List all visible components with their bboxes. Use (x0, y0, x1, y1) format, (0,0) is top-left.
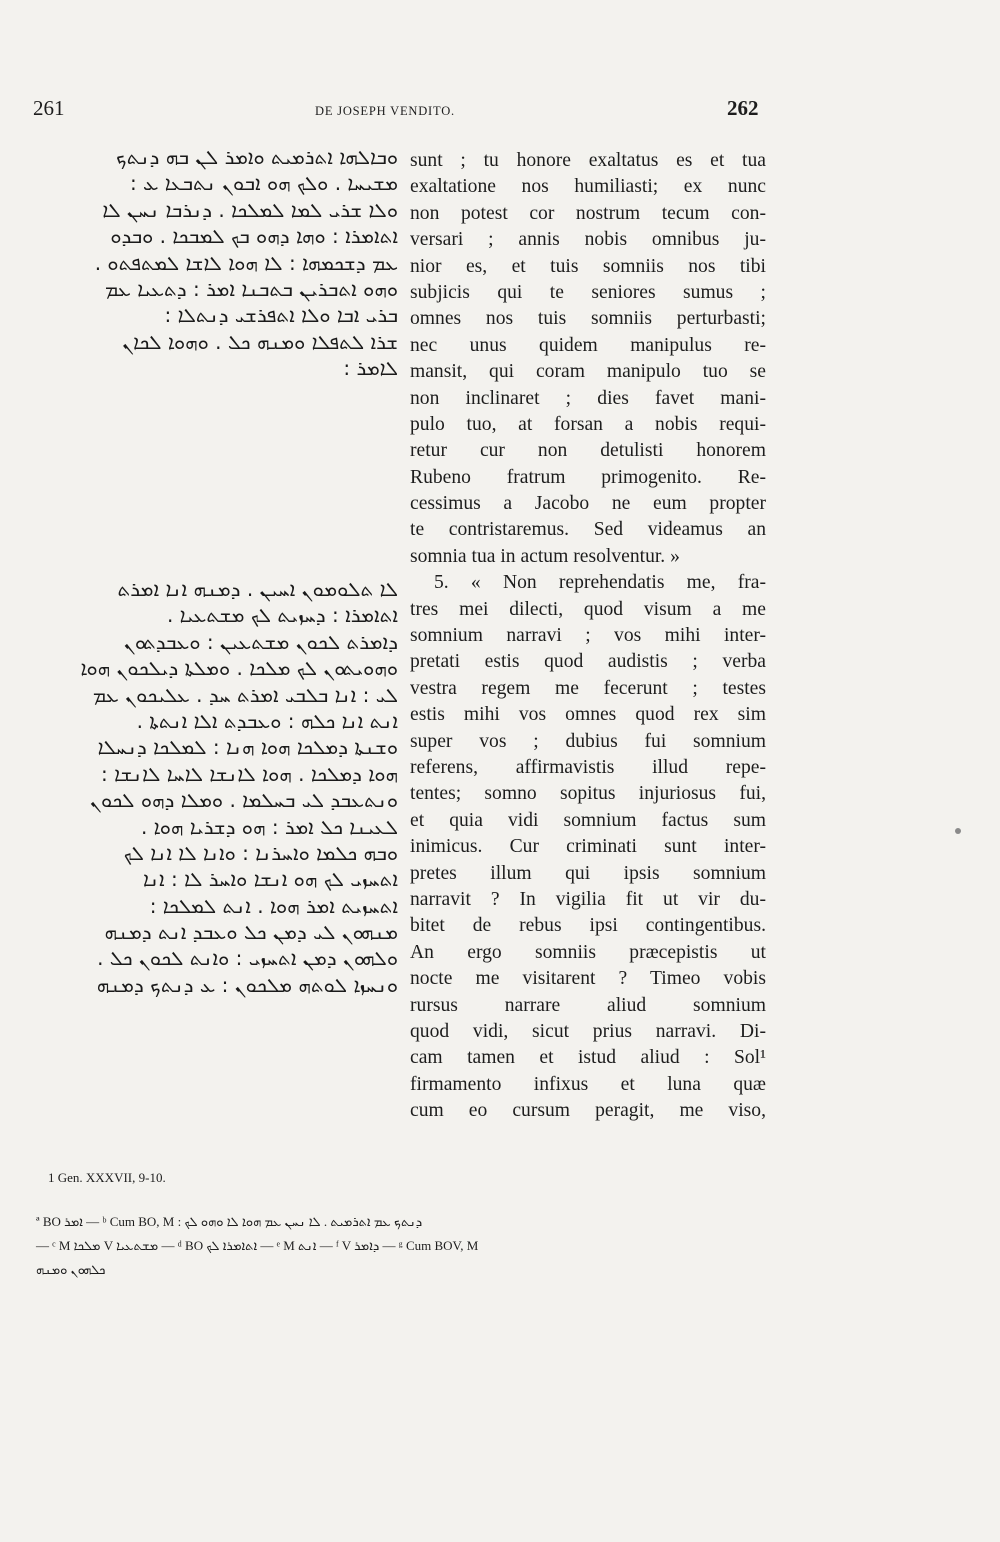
latin-line: subjicis qui te seniores sumus ; (410, 281, 766, 303)
latin-line: non inclinaret ; dies favet mani- (410, 387, 766, 409)
footnote-rule (36, 1162, 136, 1163)
latin-line: cum eo cursum peragit, me viso, (410, 1100, 766, 1122)
latin-line: nec unus quidem manipulus re- (410, 334, 766, 356)
latin-line: An ergo somniis præcepistis ut (410, 941, 766, 963)
latin-line: mansit, qui coram manipulo tuo se (410, 361, 766, 383)
syriac-line: ܡܢܗܘܢ ܠܝ ܕܡܢ ܟܠ ܘܥܒܕ ܐܢܬ ܕܡܢܗ (104, 920, 398, 945)
syriac-line: ܫܪܐ ܠܬܦܠܐ ܘܡܢܗ ܟܠ . ܘܗܘܐ ܠܟܐܢ (122, 329, 398, 354)
syriac-text-column (36, 144, 398, 997)
latin-line: pulo tuo, at forsan a nobis requi- (410, 413, 766, 435)
apparatus-line: ª BO ܐܡܪ — ᵇ Cum BO, M : ܕܢܬܟ ܥܡ ܐܬܪܡܝܬ . ܠܐ ܢܚܢ ܥܡ ܗܘܐ ܠܐ ܘܗܘ ܠܟ (36, 1214, 423, 1229)
latin-line: referens, affirmavistis illud repe- (410, 756, 766, 778)
latin-line: super vos ; dubius fui somnium (410, 730, 766, 752)
syriac-line: ܘܗܘ ܐܬܒܪܝܢ ܒܬܒܢܐ ܐܡܪ : ܕܬܥܝܐ ܥܡ (104, 276, 398, 301)
latin-line: retur cur non detulisti honorem (410, 440, 766, 462)
running-title: DE JOSEPH VENDITO. (315, 104, 455, 118)
apparatus-line: — ᶜ M ܡܠܟܐ V ܡܫܬܥܝܐ — ᵈ BO ܐܬܐܡܪܐ ܠܟ — ᵉ M ܐܢܬ — ᶠ V ܕܐܡܪ — ᵍ Cum BOV, M (36, 1238, 479, 1253)
latin-line: te contristaremus. Sed videamus an (410, 519, 766, 541)
syriac-line: ܕܐܡܪܬ ܠܟܘܢ ܡܫܬܥܝܢ : ܘܥܒܕܬܘܢ (123, 629, 398, 654)
latin-line: tentes; somno sopitus injuriosus fui, (410, 783, 766, 805)
latin-line: narravit ? In vigilia fit ut vir du- (410, 888, 766, 910)
latin-line: pretati estis quod audistis ; verba (410, 651, 766, 673)
latin-line: cam tamen et istud aliud : Sol¹ (410, 1047, 766, 1069)
syriac-line: ܘܒܗ ܟܠܡܐ ܘܐܚܪܢܐ : ܘܐܢܐ ܠܐ ܐܢܐ ܠܟ (123, 840, 398, 865)
latin-line: somnia tua in actum resolventur. » (410, 545, 680, 567)
latin-line: tres mei dilecti, quod visum a me (410, 598, 766, 620)
syriac-line: ܘܠܐ ܫܪܝ ܠܡܐ ܠܡܠܟܐ . ܕܢܪܒܐ ܢܚܢ ܠܐ (102, 197, 398, 222)
latin-line: somnium narravi ; vos mihi inter- (410, 625, 766, 647)
latin-line: bitet de rebus ipsi contingentibus. (410, 915, 766, 937)
page-number-left: 261 (33, 96, 65, 120)
latin-line: nocte me visitarent ? Timeo vobis (410, 968, 766, 990)
syriac-line: ܠܐ ܬܠܘܡܘܢ ܐܚܝܢ . ܕܡܢܗ ܐܢܐ ܐܡܪܬ (117, 577, 398, 601)
syriac-line: ܘܒܐܠܗܐ ܐܬܪܡܝܬ ܘܐܡܪ ܠܢ ܒܗ ܕܢܬܟ (116, 145, 398, 169)
latin-translation-column (410, 148, 766, 1124)
syriac-line: ܒܪܝ ܐܒܐ ܘܠܐ ܐܬܦܪܫܝ ܕܢܬܠܐ : (164, 303, 398, 328)
syriac-line: ܐܬܚܙܝܬ ܐܡܪ ܗܘܐ . ܐܢܬ ܠܡܠܟܐ : (149, 893, 398, 918)
latin-line: nior es, et tuis somniis nos tibi (410, 255, 766, 277)
syriac-line: ܠܐܡܪ : (343, 356, 398, 381)
latin-line: non potest cor nostrum tecum con- (410, 202, 766, 224)
latin-line: Rubeno fratrum primogenito. Re- (410, 466, 766, 488)
syriac-line: ܘܢܬܥܒܕ ܠܝ ܒܚܠܡܐ . ܘܡܠܐ ܕܗܘ ܠܟܘܢ (90, 788, 398, 813)
syriac-line: ܘܗܘܝܬܘܢ ܠܟ ܡܠܟܐ . ܘܡܠܬܐ ܕܝܠܟܘܢ ܗܘܐ (80, 656, 398, 681)
footnote-genesis: 1 Gen. XXXVII, 9-10. (48, 1170, 166, 1185)
latin-line: inimicus. Cur criminati sunt inter- (410, 836, 766, 858)
syriac-line: ܥܡ ܕܫܟܡܗܐ : ܠܐ ܗܘܐ ܠܐܫܐ ܠܡܬܦܬܘ . (94, 250, 398, 275)
apparatus-line: ܟܠܗܘܢ ܘܡܢܗ (36, 1262, 106, 1277)
syriac-line: ܐܬܐܡܪܐ : ܘܗܐ ܕܗܘ ܒܟ ܠܡܒܟܐ . ܘܒܕܘ (110, 224, 398, 249)
latin-line: sunt ; tu honore exaltatus es et tua (410, 150, 766, 171)
latin-line: et quia vidi somnium factus sum (410, 809, 766, 831)
syriac-line: ܡܫܝܚܐ . ܘܠܟ ܗܘ ܐܒܘܢ ܢܬܒܥܐ ܥ : (129, 171, 398, 196)
latin-line: omnes nos tuis somniis perturbasti; (410, 308, 766, 330)
syriac-line: ܐܬܚܙܝ ܠܟ ܗܘ ܐܢܫܐ ܘܐܚܪ ܠܐ : ܐܢܐ (143, 867, 398, 892)
syriac-line: ܠܥܝܢܐ ܟܠ ܐܡܪ : ܗܘ ܕܫܪܝܐ ܗܘܐ . (140, 814, 398, 839)
latin-line: estis mihi vos omnes quod rex sim (410, 704, 766, 726)
syriac-line: ܗܘܐ ܕܡܠܟܐ . ܗܘܐ ܠܐܢܫܐ ܠܐܚܐ ܠܐܢܫܐ : (101, 761, 398, 786)
latin-line: quod vidi, sicut prius narravi. Di- (410, 1020, 766, 1042)
syriac-line: ܐܢܬ ܐܢܐ ܟܠܗ : ܘܥܒܕܬ ܐܠܐ ܐܢܬܬܐ . (136, 708, 398, 733)
syriac-line: ܘܠܗܘܢ ܕܡܢ ܐܬܚܙܝ : ܘܐܢܬ ܠܟܘܢ ܟܠ . (97, 946, 398, 971)
latin-line: rursus narrare aliud somnium (410, 994, 766, 1016)
latin-line: cessimus a Jacobo ne eum propter (410, 493, 766, 515)
page-header (0, 96, 1000, 126)
syriac-line: ܘܫܢܬܐ ܕܡܠܟܐ ܗܘܐ ܗܢܐ : ܠܡܠܟܐ ܕܢܚܠܐ (97, 735, 398, 760)
latin-paragraph-5-start: 5. « Non reprehendatis me, fra- (434, 572, 766, 594)
critical-apparatus (36, 1210, 766, 1282)
syriac-paragraph-5 (36, 576, 398, 998)
latin-line: pretes illum qui ipsis somnium (410, 862, 766, 884)
syriac-line: ܐܬܐܡܪܐ : ܕܚܙܝܬ ܠܟ ܡܫܬܥܝܐ . (166, 603, 398, 628)
latin-line: versari ; annis nobis omnibus ju- (410, 229, 766, 251)
page-number-right: 262 (727, 96, 759, 120)
syriac-line: ܠܝ : ܐܢܐ ܒܠܒܝ ܐܡܪܬ ܚܕ . ܥܠܝܟܘܢ ܥܡ (92, 682, 398, 707)
latin-line: vestra regem me fecerunt ; testes (410, 677, 766, 699)
latin-line: exaltatione nos humiliasti; ex nunc (410, 176, 766, 198)
page-blemish (955, 828, 961, 834)
syriac-line: ܘܢܚܙܐ ܠܘܬܗ ܡܠܟܘܢ : ܥ ܕܢܬܟ ܕܡܢܗ (96, 972, 398, 997)
latin-line: firmamento infixus et luna quæ (410, 1073, 766, 1095)
